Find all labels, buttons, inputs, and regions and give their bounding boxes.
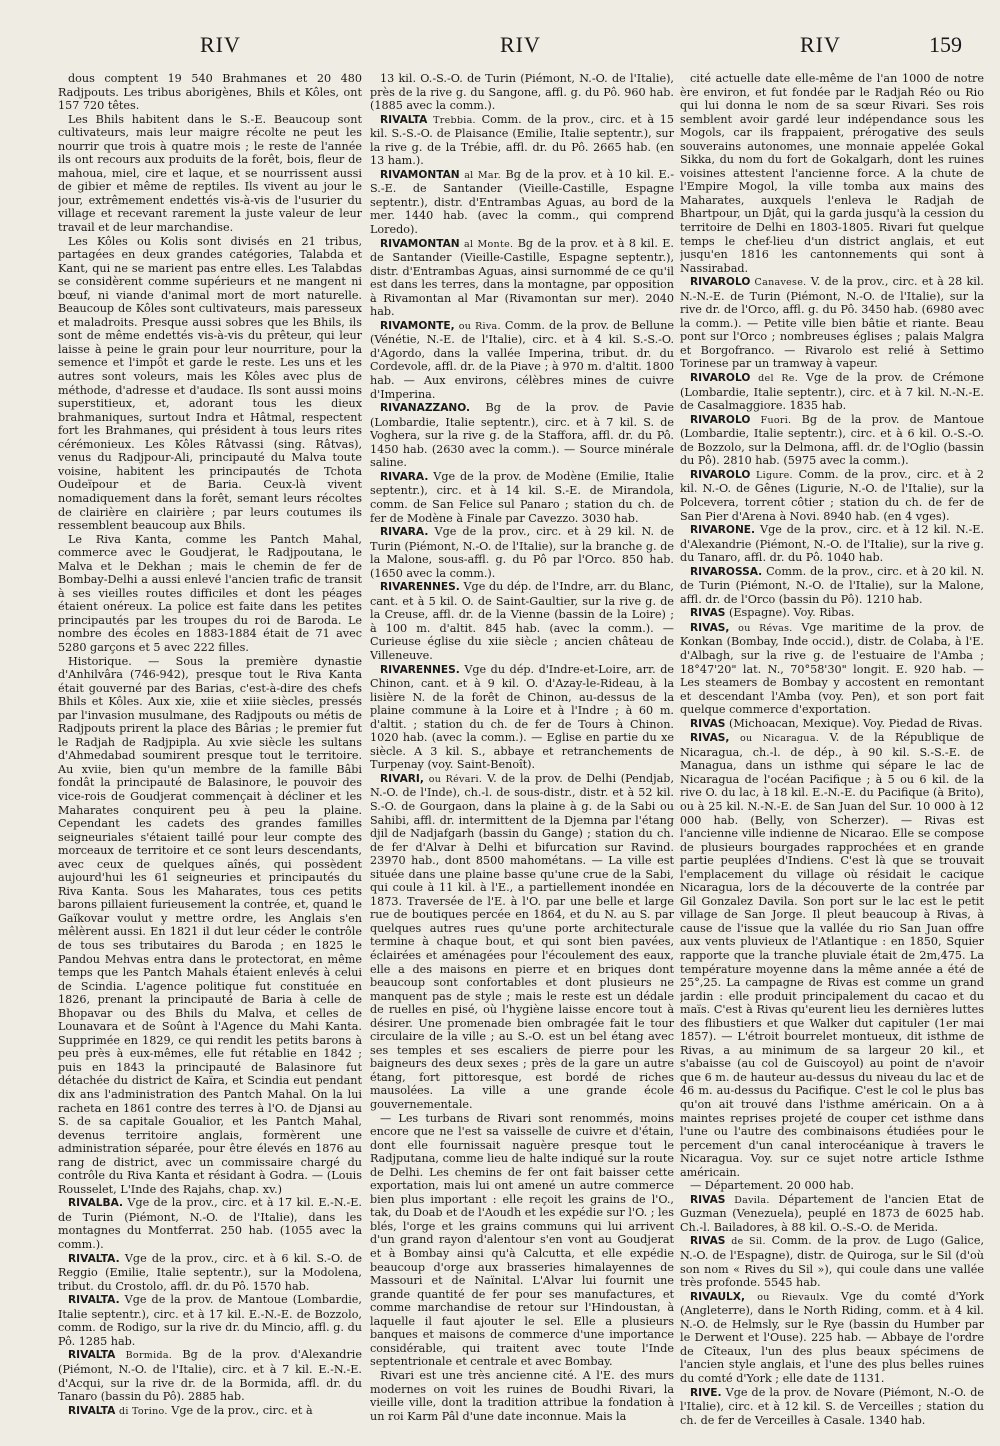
entry-qualifier: al Monte. xyxy=(464,238,514,250)
entry-text: Comm. de la prov., circ. et à 15 kil. S.-S.-O. de Plaisance (Emilie, Italie septentr.), sur la rive g. de la Trébie, affl. dr. du Pô. 2665 hab. (en 13 ham.). xyxy=(370,112,674,168)
entry-headword: RIVALTA. xyxy=(68,1294,120,1307)
entry-headword: RIVAS xyxy=(690,717,726,730)
entry-text: Rivari est une très ancienne cité. A l'E. des murs modernes on voit les ruines de Boudhi Rivari, la vieille ville, dont la tradition attribue la fondation à un roi Karm Pâl d'une date inconnue. Mais la xyxy=(370,1368,674,1423)
entry-headword: RIVAS xyxy=(690,1193,726,1206)
dictionary-entry xyxy=(370,237,674,319)
entry-text: V. de la prov. de Delhi (Pendjab, N.-O. de l'Inde), ch.-l. de sous-distr., distr. et à 52 kil. S.-O. de Gourgaon, dans la plaine à g. de la Sabi ou Sahibi, affl. dr. intermittent de la Djemna par l'étang djil de Nadjafgarh (bassin du Gange) ; station du ch. de fer d'Alvar à Delhi et bifurcation sur Ravind. 23970 hab., dont 8500 mahométans. — La ville est située dans une plaine basse qu'une crue de la Sabi, qui coule à 11 kil. à l'E., a partiellement inondée en 1873. Traversée de l'E. à l'O. par une belle et large rue de boutiques percée en 1864, et du N. au S. par quelques autres rues qu'une porte architecturale termine à chaque bout, et qui sont bien pavées, éclairées et aménagées pour l'écoulement des eaux, elle a des maisons en pierre et en briques dont beaucoup sont confortables et dont plusieurs ne manquent pas de style ; mais le reste est un dédale de ruelles en pisé, où l'hygiène laisse encore tout à désirer. Une promenade bien ombragée fait le tour circulaire de la ville ; au S.-O. est un bel étang avec ses temples et ses escaliers de pierre pour les baigneurs des deux sexes ; près de la gare un autre étang, fort pittoresque, est bordé de riches mausolées. La ville a une grande école gouvernementale. xyxy=(370,771,674,1112)
paragraph: Les Bhils habitent dans le S.-E. Beaucoup sont cultivateurs, mais leur maigre récolte ne peut les nourrir que trois à quatre mois ; le reste de l'année ils ont recours aux produits de la forêt, bois, fleur de mahoua, miel, cire et laque, et se nourrissent aussi de gibier et même de reptiles. Ils vivent au jour le jour, extrêmement endettés vis-à-vis de l'usurier du village et recevant rarement la juste valeur de leur travail et de leur marchandise. xyxy=(58,112,362,235)
entry-text: Vge de la prov., circ. et à 12 kil. N.-E. d'Alexandrie (Piémont, N.-O. de l'Italie), sur la rive g. du Tanaro, affl. dr. du Pô. 1040 hab. xyxy=(680,523,984,565)
entry-headword: RIVARA. xyxy=(380,470,429,483)
entry-text: Vge de la prov., circ. et à 6 kil. S.-O. de Reggio (Emilie, Italie septentr.), sur la Modolena, tribut. du Crostolo, affl. dr. du Pô. 1570 hab. xyxy=(58,1251,362,1293)
entry-text: Comm. de la prov. de Bellune (Vénétie, N.-E. de l'Italie), circ. et à 4 kil. S.-S.-O. d'Agordo, dans la vallée Imperina, tribut. dr. du Cordevole, affl. dr. de la Piave ; à 970 m. d'altit. 1800 hab. — Aux environs, célèbres mines de cuivre d'Imperina. xyxy=(370,318,674,401)
entry-headword: RIVAS, xyxy=(690,732,730,745)
entry-qualifier: Fuori. xyxy=(760,414,792,426)
entry-qualifier: ou Nicaragua. xyxy=(739,733,820,745)
dictionary-entry xyxy=(58,1293,362,1348)
entry-text: Vge de la prov. de Modène (Emilie, Italie septentr.), circ. et à 14 kil. S.-E. de Mirandola, comm. de San Felice sul Panaro ; station du ch. de fer de Modène à Finale par Cavezzo. 3030 hab. xyxy=(370,469,674,525)
entry-qualifier: Trebbia. xyxy=(433,114,476,126)
entry-text: Vge de la prov., circ. et à xyxy=(171,1403,313,1417)
header-word-right: RIV xyxy=(800,32,841,57)
entry-qualifier: ou Révas. xyxy=(738,622,793,634)
entry-text: Vge maritime de la prov. de Konkan (Bombay, Inde occid.), distr. de Colaba, à l'E. d'Albagh, sur la rive g. de l'estuaire de l'Amba ; 18°47'20" lat. N., 70°58'30" longit. E. 920 hab. — Les steamers de Bombay y accostent en remontant et descendant l'Amba (voy. Pen), et son port fait quelque commerce d'exportation. xyxy=(680,620,984,717)
header-word-left: RIV xyxy=(200,32,241,57)
entry-headword: RIVAMONTAN xyxy=(380,168,460,181)
entry-qualifier: Davila. xyxy=(734,1194,770,1206)
entry-qualifier: Canavese. xyxy=(754,277,807,289)
entry-text: Bg de la prov. de Mantoue (Lombardie, Italie septentr.), circ. et à 6 kil. O.-S.-O. de Bozzolo, sur la Delmona, affl. dr. de l'Oglio (bassin du Pô). 2810 hab. (5975 avec la comm.). xyxy=(680,412,984,468)
entry-headword: RIVAROSSA. xyxy=(690,565,763,578)
entry-qualifier: ou Rievaulx. xyxy=(757,1291,829,1303)
dictionary-entry xyxy=(370,580,674,662)
entry-text: Vge du comté d'York (Angleterre), dans le North Riding, comm. et à 4 kil. N.-O. de Helmsly, sur le Rye (bassin du Humber par le Derwent et l'Ouse). 225 hab. — Abbaye de l'ordre de Cîteaux, l'un des plus beaux spécimens de l'ancien style anglais, et l'une des plus belles ruines du comté d'York ; elle date de 1131. xyxy=(680,1289,984,1385)
dictionary-entry xyxy=(680,413,984,468)
entry-text: V. de la République de Nicaragua, ch.-l. de dép., à 90 kil. S.-S.-E. de Managua, dans un isthme qui sépare le lac de Nicaragua de l'océan Pacifique ; à 5 ou 6 kil. de la rive O. du lac, à 18 kil. E.-N.-E. du Pacifique (à Brito), ou à 25 kil. N.-N.-E. de San Juan del Sur. 10 000 à 12 000 hab. (Belly, von Scherzer). — Rivas est l'ancienne ville indienne de Nicarao. Elle se compose de plusieurs bourgades rapprochées et en grande partie peuplées d'Indiens. C'est là que se trouvait l'emplacement du village où résidait le cacique Nicaragua, lors de la découverte de la contrée par Gil Gonzalez Davila. Son port sur le lac est le petit village de San Jorge. Il pleut beaucoup à Rivas, à cause de l'issue que la vallée du rio San Juan offre aux vents pluvieux de l'Atlantique : en 1850, Squier rapporte que la tranche pluviale était de 2m,475. La température moyenne dans la même année a été de 25°,25. La campagne de Rivas est comme un grand jardin : elle produit principalement du cacao et du maïs. C'est à Rivas qu'eurent lieu les dernières luttes des flibustiers et que Walker dut capituler (1er mai 1857). — L'étroit bourrelet montueux, dit isthme de Rivas, a au minimum de sa largeur 20 kil., et s'abaisse (au col de Guiscoyol) au point de n'avoir que 6 m. de hauteur au-dessus du niveau du lac et de 46 m. au-dessus du Pacifique. C'est le col le plus bas qu'on ait trouvé dans l'isthme américain. On a à maintes reprises projeté de couper cet isthme dans l'une ou l'autre des combinaisons étudiées pour le percement d'un canal interocéanique à travers le Nicaragua. Voy. sur ce sujet notre article Isthme américain. xyxy=(680,731,984,1179)
entry-headword: RIVALTA xyxy=(68,1404,116,1417)
entry-headword: RIVAROLO xyxy=(690,413,751,426)
entry-qualifier: ou Révari. xyxy=(428,773,483,785)
entry-headword: RIVALTA xyxy=(68,1349,116,1362)
text-column-2 xyxy=(370,72,674,1432)
entry-headword: RIVALTA xyxy=(380,113,428,126)
dictionary-entry xyxy=(370,470,674,525)
dictionary-entry xyxy=(680,731,984,1179)
running-header xyxy=(0,32,1000,72)
dictionary-entry xyxy=(370,113,674,168)
entry-text: Bg de la prov. d'Alexandrie (Piémont, N.-O. de l'Italie), circ. et à 7 kil. E.-N.-E. d'Acqui, sur la rive dr. de la Bormida, affl. dr. du Tanaro (bassin du Pô). 2885 hab. xyxy=(58,1348,362,1404)
dictionary-entry xyxy=(370,72,674,113)
entry-list xyxy=(680,72,984,1427)
entry-headword: RIVARI, xyxy=(380,772,424,785)
dictionary-entry xyxy=(680,1290,984,1386)
dictionary-entry xyxy=(680,72,984,275)
entry-text: Vge de la prov. de Crémone (Lombardie, Italie septentr.), circ. et à 7 kil. N.-N.-E. de Casalmaggiore. 1835 hab. xyxy=(680,371,984,413)
entry-text: — Les turbans de Rivari sont renommés, moins encore que ne l'est sa vaisselle de cuivre et d'étain, dont elle fournissait naguère presque tout le Radjputana, comme lieu de halte indiqué sur la route de Delhi. Les chemins de fer ont fait baisser cette exportation, mais lui ont amené un autre commerce bien plus important : elle reçoit les grains de l'O., tak, du Doab et de l'Aoudh et les expédie sur l'O. ; les blés, l'orge et les grains communs qui lui arrivent d'un grand rayon d'alentour s'en vont au Goudjerat et à Bombay ainsi qu'à Calcutta, et elle expédie beaucoup d'orge aux brasseries himalayennes de Massouri et de Naïnital. L'Alvar lui fournit une grande quantité de fer pour ses manufactures, et comme marchandise de retour sur l'Hindoustan, à laquelle il faut ajouter le sel. Elle a plusieurs banques et maisons de commerce d'une importance considérable, qui traitent avec toute l'Inde septentrionale et centrale et avec Bombay. xyxy=(370,1111,674,1369)
dictionary-entry xyxy=(370,1112,674,1369)
entry-text: Bg de la prov. et à 10 kil. E.-S.-E. de Santander (Vieille-Castille, Espagne septentr.), distr. d'Entrambas Aguas, au bord de la mer. 1440 hab. (avec la comm., qui comprend Loredo). xyxy=(370,167,674,237)
dictionary-entry xyxy=(680,523,984,565)
entry-text: cité actuelle date elle-même de l'an 1000 de notre ère environ, et fut fondée par le Radjah Réo ou Rio qui lui donna le nom de sa sœur Rivari. Ses rois semblent avoir gardé leur indépendance sous les Mogols, car ils frappaient, prérogative des seuls souverains autonomes, une monnaie appelée Gokal Sikka, du nom du fort de Gokalgarh, dont les ruines voisines attestent l'ancienne force. A la chute de l'Empire Mogol, la ville tomba aux mains des Maharates, auxquels l'enleva le Radjah de Bhartpour, un Djât, qui la garda jusqu'à la cession du territoire de Delhi en 1803-1805. Rivari fut quelque temps le chef-lieu d'un district anglais, et eut jusqu'en 1816 les cantonnements qui sont à Nassirabad. xyxy=(680,72,984,275)
entry-headword: RIVAMONTAN xyxy=(380,237,460,250)
dictionary-entry xyxy=(680,1234,984,1289)
dictionary-entry xyxy=(680,606,984,621)
dictionary-entry xyxy=(370,525,674,580)
entry-headword: RIVARENNES. xyxy=(380,663,460,676)
entry-qualifier: Bormida. xyxy=(125,1350,173,1362)
entry-text: Vge de la prov., circ. et à 17 kil. E.-N.-E. de Turin (Piémont, N.-O. de l'Italie), dans les montagnes du Montferrat. 250 hab. (1055 avec la comm.). xyxy=(58,1196,362,1252)
entry-headword: RIVARENNES. xyxy=(380,581,460,594)
entry-headword: RIVE. xyxy=(690,1386,722,1399)
entry-headword: RIVAROLO xyxy=(690,372,751,385)
dictionary-entry xyxy=(58,1252,362,1294)
dictionary-entry xyxy=(680,1179,984,1193)
dictionary-entry xyxy=(58,1348,362,1403)
entry-headword: RIVAS xyxy=(690,1235,726,1248)
entry-text: Vge du dép. d'Indre-et-Loire, arr. de Chinon, cant. et à 9 kil. O. d'Azay-le-Rideau, à la lisière N. de la forêt de Chinon, au-dessus de la plaine commune à la Loire et à l'Indre ; à 60 m. d'altit. ; station du ch. de fer de Tours à Chinon. 1020 hab. (avec la comm.). — Eglise en partie du xe siècle. A 3 kil. S., abbaye et retranchements de Turpenay (voy. Saint-Benoît). xyxy=(370,662,674,772)
entry-text: Comm. de la prov., circ. et à 2 kil. N.-O. de Gênes (Ligurie, N.-O. de l'Italie), sur la Polcevera, torrent côtier ; station du ch. de fer de San Pier d'Arena à Novi. 8940 hab. (en 4 vges). xyxy=(680,467,984,523)
entry-text: Vge du dép. de l'Indre, arr. du Blanc, cant. et à 5 kil. O. de Saint-Gaultier, sur la rive g. de la Creuse, affl. dr. de la Vienne (bassin de la Loire) ; à 100 m. d'altit. 845 hab. (avec la comm.). — Curieuse église du xiie siècle ; ancien château de Villeneuve. xyxy=(370,580,674,662)
entry-headword: RIVAS, xyxy=(690,621,730,634)
entry-headword: RIVARONE. xyxy=(690,524,756,537)
entry-headword: RIVANAZZANO. xyxy=(380,402,471,415)
entry-text: V. de la prov., circ. et à 28 kil. N.-N.-E. de Turin (Piémont, N.-O. de l'Italie), sur la rive dr. de l'Orco, affl. g. du Pô. 3450 hab. (6980 avec la comm.). — Petite ville bien bâtie et riante. Beau pont sur l'Orco ; nombreuses églises ; palais Malgra et Borgofranco. — Rivarolo est relié à Settimo Torinese par un tramway à vapeur. xyxy=(680,275,984,371)
dictionary-entry xyxy=(370,1369,674,1423)
entry-text: (Michoacan, Mexique). Voy. Piedad de Rivas. xyxy=(728,716,983,730)
paragraph: dous comptent 19 540 Brahmanes et 20 480 Radjpouts. Les tribus aborigènes, Bhils et Kôles, ont 157 720 têtes. xyxy=(58,72,362,113)
dictionary-entry xyxy=(370,401,674,470)
entry-text: Vge de la prov., circ. et à 29 kil. N. de Turin (Piémont, N.-O. de l'Italie), sur la branche g. de la Malone, sous-affl. g. du Pô par l'Orco. 850 hab. (1650 avec la comm.). xyxy=(370,525,674,580)
entry-qualifier: Ligure. xyxy=(756,469,793,481)
dictionary-entry xyxy=(58,1196,362,1251)
page-number: 159 xyxy=(929,32,962,57)
entry-list xyxy=(370,72,674,1423)
entry-headword: RIVAS xyxy=(690,607,726,620)
entry-headword: RIVALTA. xyxy=(68,1252,120,1265)
dictionary-entry xyxy=(58,1404,362,1419)
entry-text: Comm. de la prov. de Lugo (Galice, N.-O. de l'Espagne), distr. de Quiroga, sur le Sil (d'où son nom « Rives du Sil »), qui coule dans une vallée très profonde. 5545 hab. xyxy=(680,1234,984,1290)
entry-text: 13 kil. O.-S.-O. de Turin (Piémont, N.-O. de l'Italie), près de la rive g. du Sangone, affl. g. du Pô. 960 hab. (1885 avec la comm.). xyxy=(370,72,674,113)
entry-headword: RIVALBA. xyxy=(68,1197,124,1210)
entry-qualifier: ou Riva. xyxy=(458,320,501,332)
entry-text: Comm. de la prov., circ. et à 20 kil. N. de Turin (Piémont, N.-O. de l'Italie), sur la Malone, affl. dr. de l'Orco (bassin du Pô). 1210 hab. xyxy=(680,564,984,606)
entry-headword: RIVAROLO xyxy=(690,468,751,481)
text-column-1 xyxy=(58,72,362,1432)
dictionary-entry xyxy=(370,168,674,237)
text-column-3 xyxy=(680,72,984,1432)
entry-text: Bg de la prov. et à 8 kil. E. de Santander (Vieille-Castille, Espagne septentr.), distr. d'Entrambas Aguas, ainsi surnommé de ce qu'il est dans les terres, dans la montagne, par opposition à Rivamontan al Mar (Rivamontan sur mer). 2040 hab. xyxy=(370,236,674,319)
dictionary-entry xyxy=(370,772,674,1112)
dictionary-entry xyxy=(680,468,984,523)
paragraph: Le Riva Kanta, comme les Pantch Mahal, commerce avec le Goudjerat, le Radjpoutana, le Malva et le Dekhan ; mais le chemin de fer de Bombay-Delhi a aussi enlevé l'ancien trafic de transit à ses vieilles routes difficiles et dont les péages étaient onéreux. La police est faite dans les petites principautés par les troupes du roi de Baroda. Le nombre des écoles en 1883-1884 était de 71 avec 5280 garçons et 5 avec 222 filles. xyxy=(58,532,362,654)
entry-text: — Département. 20 000 hab. xyxy=(690,1179,854,1193)
entry-qualifier: di Torino. xyxy=(118,1405,168,1417)
entry-text: Bg de la prov. de Pavie (Lombardie, Italie septentr.), circ. et à 7 kil. S. de Voghera, sur la rive g. de la Staffora, affl. dr. du Pô. 1450 hab. (2630 avec la comm.). — Source minérale saline. xyxy=(370,401,674,470)
entry-headword: RIVAULX, xyxy=(690,1290,745,1303)
dictionary-entry xyxy=(370,663,674,772)
dictionary-entry xyxy=(680,717,984,732)
entry-text: (Espagne). Voy. Ribas. xyxy=(728,606,855,620)
dictionary-entry xyxy=(680,621,984,717)
entry-list xyxy=(58,1196,362,1418)
dictionary-entry xyxy=(370,319,674,401)
dictionary-entry xyxy=(680,371,984,413)
paragraph: Historique. — Sous la première dynastie d'Anhilvâra (746-942), presque tout le Riva Kanta était gouverné par des Barias, c'est-à-dire des chefs Bhils et Kôles. Aux xie, xiie et xiiie siècles, pressés par l'invasion musulmane, des Radjpouts ou métis de Radjpouts prirent la place des Bârias ; le premier fut le Radjah de Radjpipla. Au xvie siècle les sultans d'Ahmedabad soumirent presque tout le territoire. Au xviie, bien qu'un membre de la famille Bâbi fondât la principauté de Balasinore, le pouvoir des vice-rois de Goudjerat commençait à décliner et les Maharates conquirent peu à peu la plaine. Cependant les cadets des grandes familles seigneuriales s'étaient taillé pour leur compte des morceaux de territoire et ce sont leurs descendants, avec ceux de quelques aînés, qui possèdent aujourd'hui les 61 seigneuries et principautés du Riva Kanta. Sous les Maharates, tous ces petits barons pillaient furieusement la contrée, et, quand le Gaïkovar voulut y mettre ordre, les Anglais s'en mêlèrent aussi. En 1821 il dut leur céder le contrôle de tous ses tributaires du Baroda ; en 1825 le Pandou Mehvas entra dans le protectorat, en même temps que les Pantch Mahals étaient enlevés à celui de Scindia. L'agence politique fut constituée en 1826, prenant la principauté de Baria à celle de Bhopavar ou des Bhils du Malva, et celles de Lounavara et de Soûnt à l'Agence du Mahi Kanta. Supprimée en 1829, ce qui rendit les petits barons à peu près à eux-mêmes, elle fut rétablie en 1842 ; puis en 1843 la principauté de Balasinore fut détachée du district de Kaïra, et Scindia eut pendant dix ans l'administration des Pantch Mahal. On la lui racheta en 1861 contre des terres à l'O. de Djansi au S. de sa capitale Goualior, et les Pantch Mahal, devenus territoire anglais, formèrent une administration séparée, pour être élevés en 1876 au rang de district, avec un commissaire chargé du contrôle du Riva Kanta et résidant à Godra. — (Louis Rousselet, L'Inde des Rajahs, chap. xv.) xyxy=(58,654,362,1196)
header-word-center: RIV xyxy=(500,32,541,57)
dictionary-entry xyxy=(680,1386,984,1428)
entry-headword: RIVAMONTE, xyxy=(380,319,455,332)
entry-qualifier: del Re. xyxy=(758,373,799,385)
entry-qualifier: de Sil. xyxy=(731,1236,766,1248)
entry-text: Vge de la prov. de Mantoue (Lombardie, Italie septentr.), circ. et à 17 kil. E.-N.-E. de Bozzolo, comm. de Rodigo, sur la rive dr. du Mincio, affl. g. du Pô. 1285 hab. xyxy=(58,1293,362,1348)
entry-qualifier: al Mar. xyxy=(464,169,501,181)
dictionary-entry xyxy=(680,275,984,371)
entry-text: Département de l'ancien Etat de Guzman (Venezuela), peuplé en 1873 de 6025 hab. Ch.-l. Bailadores, à 88 kil. O.-S.-O. de Merida. xyxy=(680,1192,984,1234)
paragraph: Les Kôles ou Kolis sont divisés en 21 tribus, partagées en deux grandes catégories, Talabda et Kant, qui ne se marient pas entre elles. Les Talabdas se considèrent comme supérieurs et ne mangent ni bœuf, ni viande d'animal mort de mort naturelle. Beaucoup de Kôles sont cultivateurs, mais paresseux et maladroits. Presque aussi sobres que les Bhils, ils sont de même endettés vis-à-vis du prêteur, qui leur laisse à peine le grain pour leur nourriture, pour la semence et l'impôt et garde le reste. Les uns et les autres sont voleurs, mais les Kôles avec plus de méthode, d'adresse et d'audace. Ils sont aussi moins superstitieux, et, adorant tous les dieux brahmaniques, surtout Indra et Hâtmal, respectent fort les Brahmanes, qui président à tous leurs rites cérémonieux. Les Kôles Râtvassi (sing. Râtvas), venus du Radjpour-Ali, principauté du Malva toute voisine, habitent les principautés de Tchota Oudeïpour et de Baria. Ceux-là vivent nomadiquement dans la forêt, semant leurs récoltes de clairière en clairière ; par leurs coutumes ils ressemblent beaucoup aux Bhils. xyxy=(58,234,362,533)
dictionary-entry xyxy=(680,565,984,607)
dictionary-entry xyxy=(680,1193,984,1235)
entry-headword: RIVARA. xyxy=(380,526,429,539)
entry-headword: RIVAROLO xyxy=(690,276,751,289)
entry-text: Vge de la prov. de Novare (Piémont, N.-O. de l'Italie), circ. et à 12 kil. S. de Verceilles ; station du ch. de fer de Verceilles à Casale. 1340 hab. xyxy=(680,1385,984,1427)
